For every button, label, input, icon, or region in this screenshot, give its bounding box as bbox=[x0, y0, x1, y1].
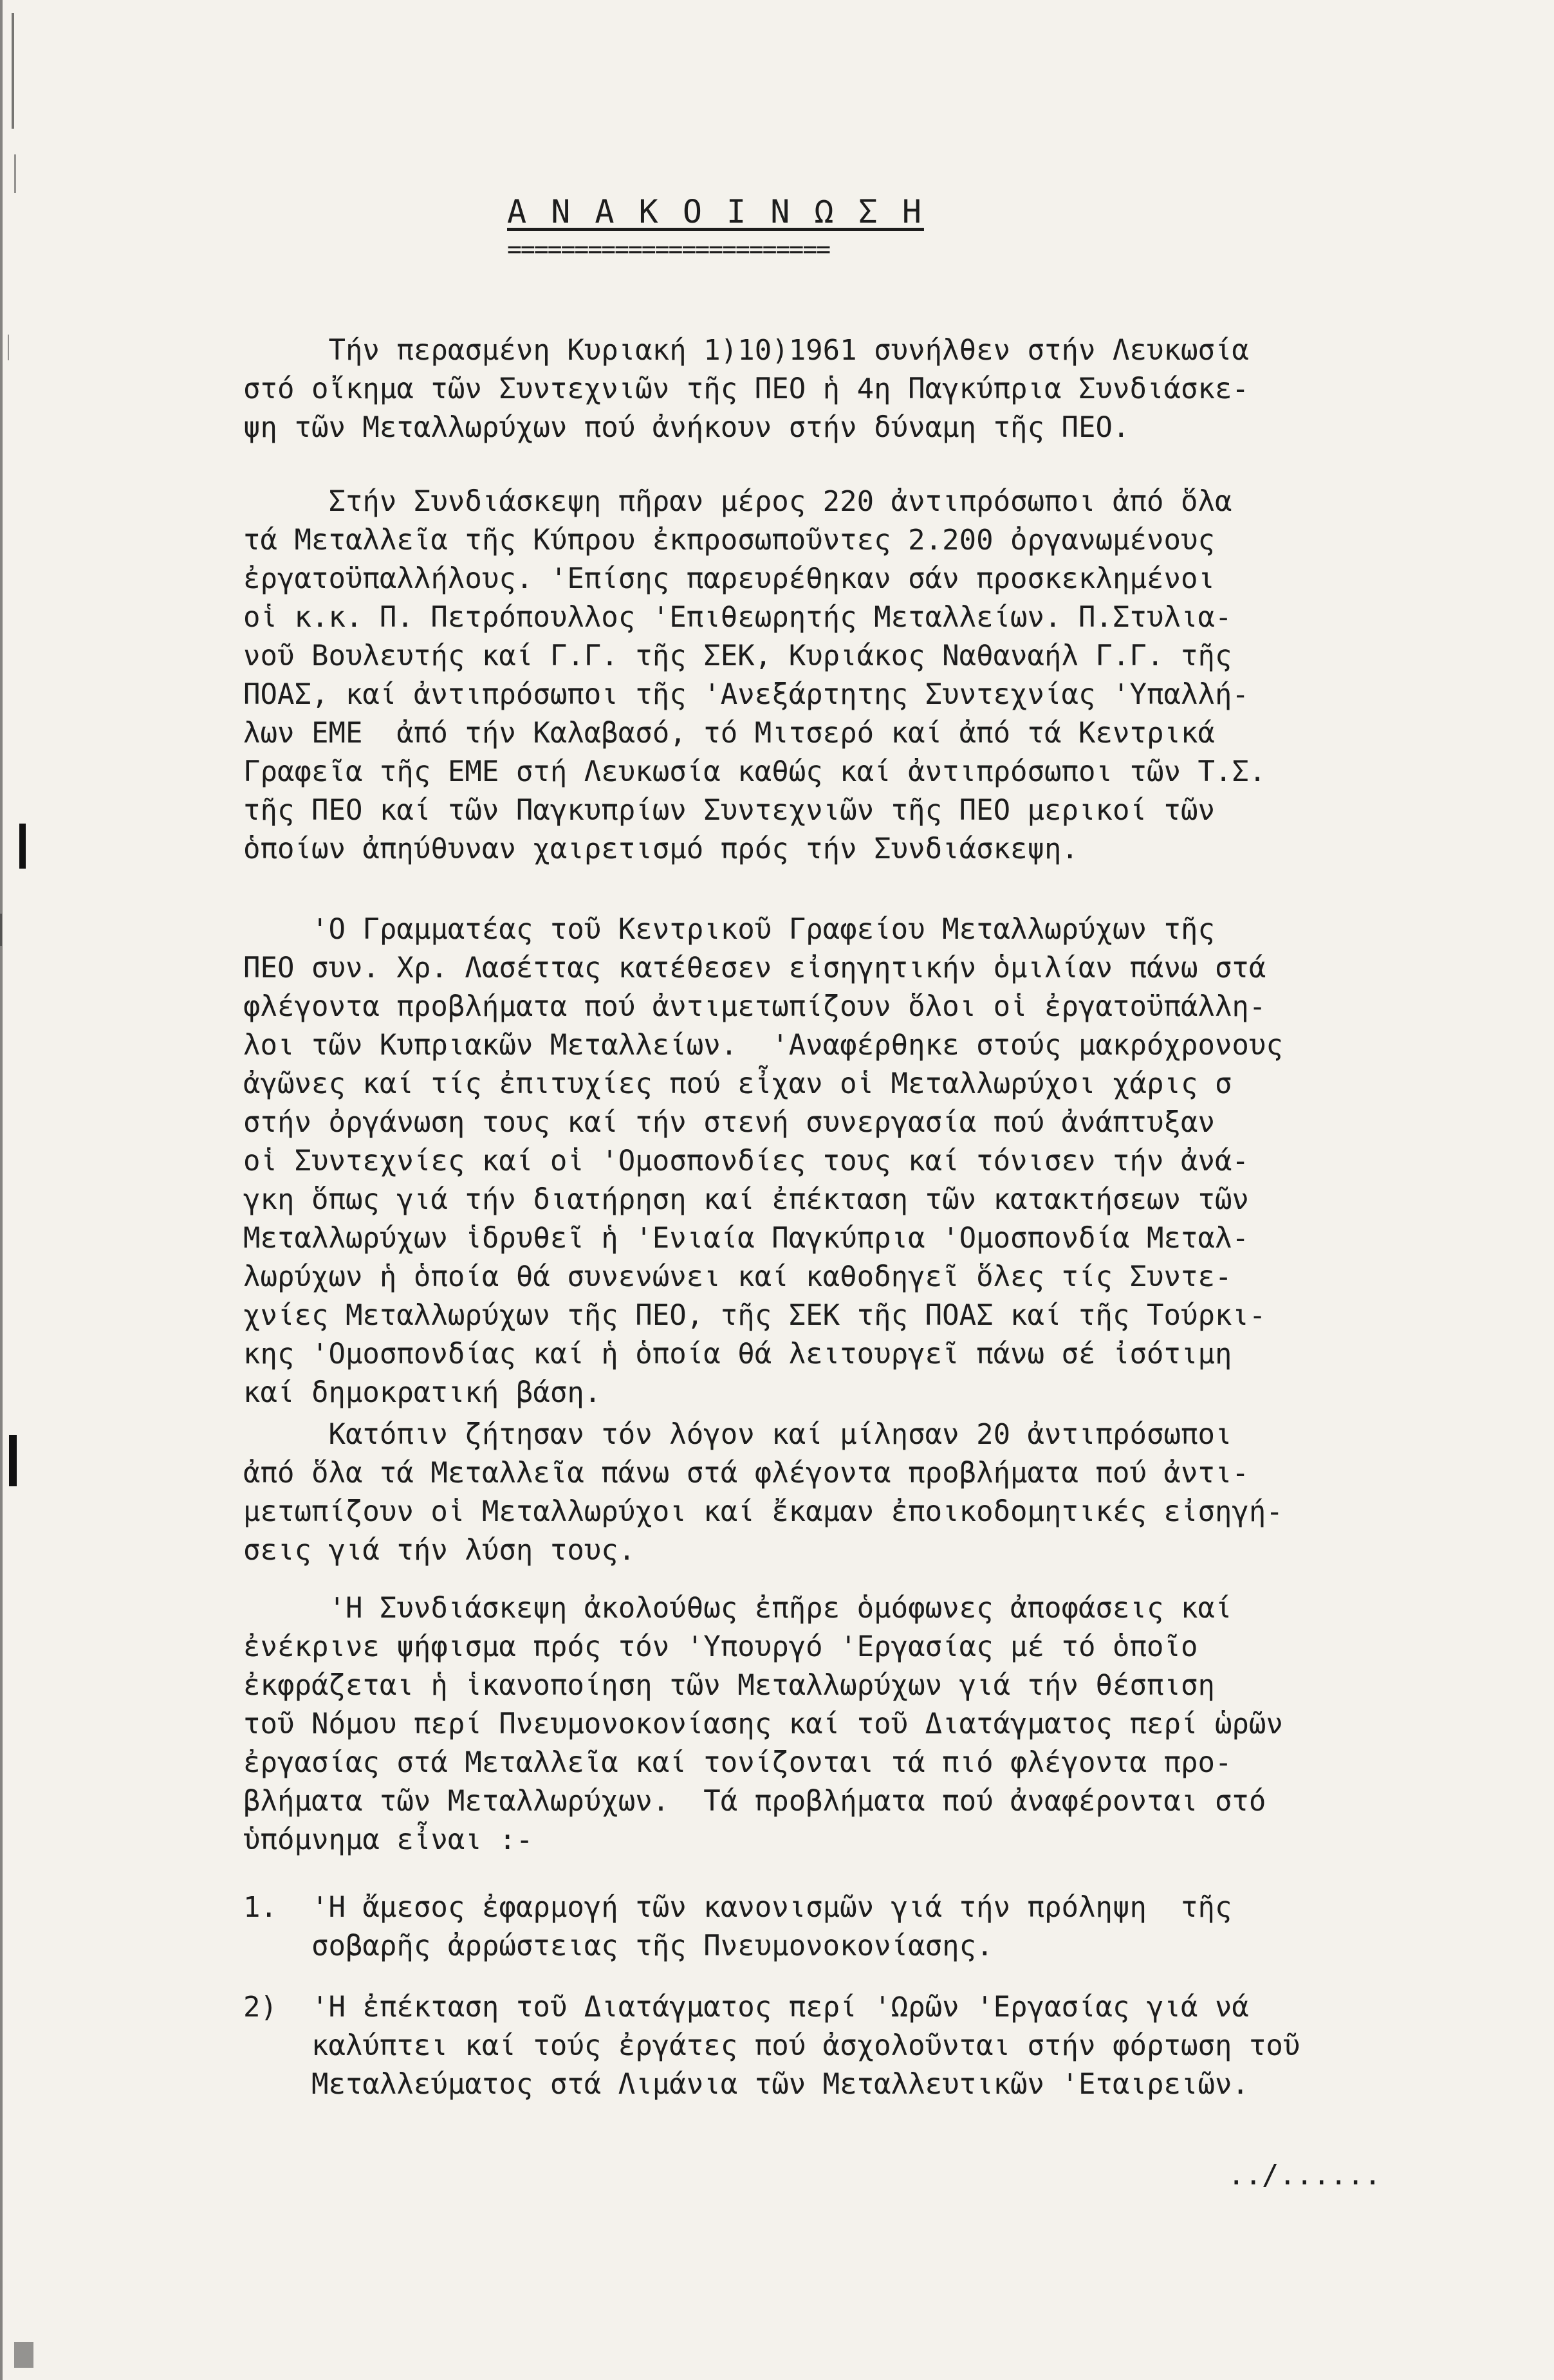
text-line: ἐργατοϋπαλλήλους. 'Επίσης παρευρέθηκαν σάν προσκεκλημένοι bbox=[243, 562, 1215, 595]
text-line: φλέγοντα προβλήματα πού ἀντιμετωπίζουν ὅλοι οἱ ἐργατοϋπάλλη- bbox=[243, 990, 1266, 1023]
text-line: τοῦ Νόμου περί Πνευμονοκονίασης καί τοῦ Διατάγματος περί ὡρῶν bbox=[243, 1708, 1283, 1740]
paragraph-5 bbox=[243, 1589, 1466, 1859]
text-line: Μεταλλεύματος στά Λιμάνια τῶν Μεταλλευτικῶν 'Εταιρειῶν. bbox=[243, 2068, 1249, 2101]
text-line: βλήματα τῶν Μεταλλωρύχων. Τά προβλήματα πού ἀναφέρονται στό bbox=[243, 1785, 1266, 1818]
text-line: Κατόπιν ζήτησαν τόν λόγον καί μίλησαν 20 ἀντιπρόσωποι bbox=[243, 1418, 1232, 1451]
text-line: λων ΕΜΕ ἀπό τήν Καλαβασό, τό Μιτσερό καί ἀπό τά Κεντρικά bbox=[243, 717, 1215, 750]
paragraph-3 bbox=[243, 910, 1466, 1412]
text-line: τά Μεταλλεῖα τῆς Κύπρου ἐκπροσωποῦντες 2.200 ὀργανωμένους bbox=[243, 524, 1215, 557]
text-line: 'Ο Γραμματέας τοῦ Κεντρικοῦ Γραφείου Μεταλλωρύχων τῆς bbox=[243, 913, 1215, 946]
paragraph-2 bbox=[243, 483, 1466, 869]
text-line: ΠΟΑΣ, καί ἀντιπρόσωποι τῆς 'Ανεξάρτητης Συντεχνίας 'Υπαλλή- bbox=[243, 678, 1249, 711]
text-line: 1. 'Η ἄμεσος ἐφαρμογή τῶν κανονισμῶν γιά τήν πρόληψη τῆς bbox=[243, 1891, 1232, 1924]
text-line: λωρύχων ἡ ὁποία θά συνενώνει καί καθοδηγεῖ ὅλες τίς Συντε- bbox=[243, 1260, 1232, 1293]
text-line: σοβαρῆς ἀρρώστειας τῆς Πνευμονοκονίασης. bbox=[243, 1930, 994, 1962]
scan-edge-marks bbox=[0, 0, 39, 2380]
text-line: ψη τῶν Μεταλλωρύχων πού ἀνήκουν στήν δύναμη τῆς ΠΕΟ. bbox=[243, 411, 1130, 444]
text-line: νοῦ Βουλευτής καί Γ.Γ. τῆς ΣΕΚ, Κυριάκος Ναθαναήλ Γ.Γ. τῆς bbox=[243, 640, 1232, 672]
text-line: Μεταλλωρύχων ἱδρυθεῖ ἡ 'Ενιαία Παγκύπρια 'Ομοσπονδία Μεταλ- bbox=[243, 1222, 1249, 1255]
list-item-1 bbox=[243, 1888, 1466, 1966]
text-line: μετωπίζουν οἱ Μεταλλωρύχοι καί ἔκαμαν ἐποικοδομητικές εἰσηγή- bbox=[243, 1495, 1283, 1528]
text-line: ΠΕΟ συν. Χρ. Λασέττας κατέθεσεν εἰσηγητικήν ὁμιλίαν πάνω στά bbox=[243, 952, 1266, 984]
text-line: Γραφεῖα τῆς ΕΜΕ στή Λευκωσία καθώς καί ἀντιπρόσωποι τῶν Τ.Σ. bbox=[243, 755, 1266, 788]
continuation-mark: ../...... bbox=[1228, 2159, 1382, 2191]
text-line: ὑπόμνημα εἶναι :- bbox=[243, 1823, 533, 1856]
text-line: στήν ὀργάνωση τους καί τήν στενή συνεργασία πού ἀνάπτυξαν bbox=[243, 1106, 1215, 1139]
text-line: ἐκφράζεται ἡ ἱκανοποίηση τῶν Μεταλλωρύχων γιά τήν θέσπιση bbox=[243, 1669, 1215, 1702]
paragraph-4 bbox=[243, 1416, 1466, 1570]
text-line: ἐργασίας στά Μεταλλεῖα καί τονίζονται τά πιό φλέγοντα προ- bbox=[243, 1746, 1232, 1779]
text-line: 'Η Συνδιάσκεψη ἀκολούθως ἐπῆρε ὁμόφωνες ἀποφάσεις καί bbox=[243, 1592, 1232, 1625]
text-line: στό οἴκημα τῶν Συντεχνιῶν τῆς ΠΕΟ ἡ 4η Παγκύπρια Συνδιάσκε- bbox=[243, 373, 1249, 405]
title-underline: ======================== bbox=[507, 235, 830, 263]
text-line: γκη ὅπως γιά τήν διατήρηση καί ἐπέκταση τῶν κατακτήσεων τῶν bbox=[243, 1183, 1249, 1216]
text-line: Στήν Συνδιάσκεψη πῆραν μέρος 220 ἀντιπρόσωποι ἀπό ὅλα bbox=[243, 485, 1232, 518]
text-line: καί δημοκρατική βάση. bbox=[243, 1376, 602, 1409]
list-item-2 bbox=[243, 1988, 1466, 2104]
text-line: τῆς ΠΕΟ καί τῶν Παγκυπρίων Συντεχνιῶν τῆς ΠΕΟ μερικοί τῶν bbox=[243, 794, 1215, 827]
text-line: οἱ Συντεχνίες καί οἱ 'Ομοσπονδίες τους καί τόνισεν τήν ἀνά- bbox=[243, 1145, 1249, 1177]
text-line: κης 'Ομοσπονδίας καί ἡ ὁποία θά λειτουργεῖ πάνω σέ ἰσότιμη bbox=[243, 1338, 1232, 1370]
text-line: οἱ κ.κ. Π. Πετρόπουλλος 'Επιθεωρητής Μεταλλείων. Π.Στυλια- bbox=[243, 601, 1232, 634]
text-line: ἐνέκρινε ψήφισμα πρός τόν 'Υπουργό 'Εργασίας μέ τό ὁποῖο bbox=[243, 1630, 1198, 1663]
document-title: Α Ν Α Κ Ο Ι Ν Ω Σ Η bbox=[507, 193, 924, 230]
text-line: σεις γιά τήν λύση τους. bbox=[243, 1534, 636, 1567]
paragraph-1 bbox=[243, 331, 1466, 447]
text-line: ἀγῶνες καί τίς ἐπιτυχίες πού εἶχαν οἱ Μεταλλωρύχοι χάρις σ bbox=[243, 1067, 1232, 1100]
text-line: Τήν περασμένη Κυριακή 1)10)1961 συνήλθεν στήν Λευκωσία bbox=[243, 334, 1249, 367]
text-line: καλύπτει καί τούς ἐργάτες πού ἀσχολοῦνται στήν φόρτωση τοῦ bbox=[243, 2029, 1300, 2062]
text-line: λοι τῶν Κυπριακῶν Μεταλλείων. 'Αναφέρθηκε στούς μακρόχρονους bbox=[243, 1029, 1283, 1062]
text-line: ἀπό ὅλα τά Μεταλλεῖα πάνω στά φλέγοντα προβλήματα πού ἀντι- bbox=[243, 1457, 1249, 1490]
text-line: 2) 'Η ἐπέκταση τοῦ Διατάγματος περί 'Ωρῶν 'Εργασίας γιά νά bbox=[243, 1991, 1249, 2024]
text-line: ὁποίων ἀπηύθυναν χαιρετισμό πρός τήν Συνδιάσκεψη. bbox=[243, 833, 1079, 865]
text-line: χνίες Μεταλλωρύχων τῆς ΠΕΟ, τῆς ΣΕΚ τῆς ΠΟΑΣ καί τῆς Τούρκι- bbox=[243, 1299, 1266, 1332]
